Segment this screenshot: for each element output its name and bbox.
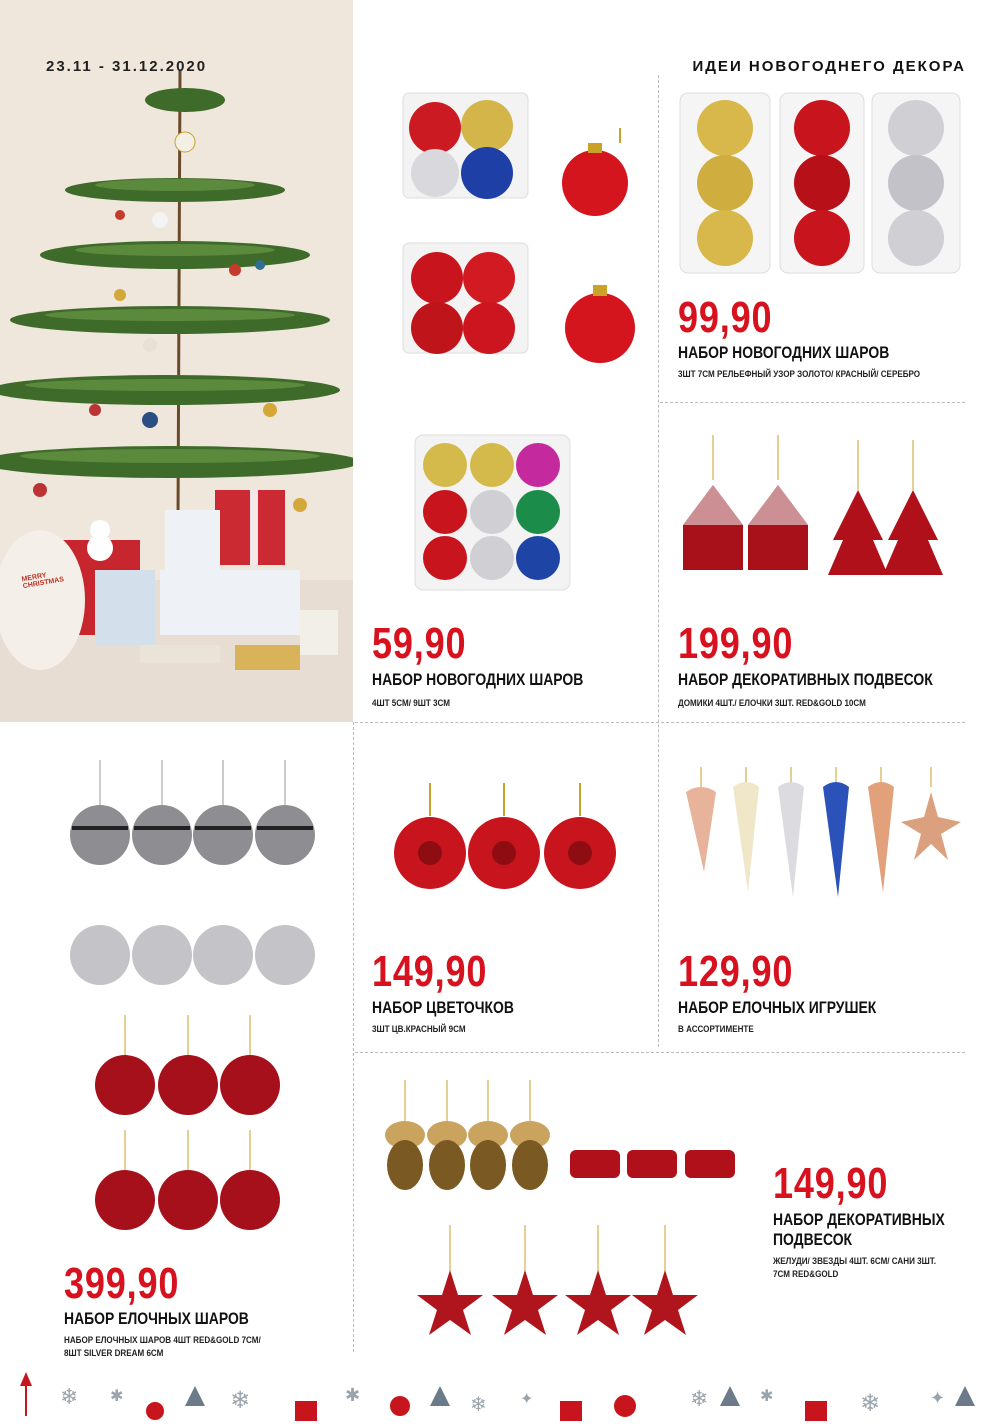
product-price: 99,90 bbox=[678, 293, 773, 342]
product-description: 3ШТ 7СМ РЕЛЬЕФНЫЙ УЗОР ЗОЛОТО/ КРАСНЫЙ/ СЕРЕБРО bbox=[678, 369, 921, 380]
product-description-line2: 7СМ RED&GOLD bbox=[773, 1269, 839, 1280]
divider bbox=[353, 722, 354, 1352]
product-description: 3ШТ ЦВ.КРАСНЫЙ 9СМ bbox=[372, 1024, 466, 1035]
svg-text:✱: ✱ bbox=[110, 1386, 124, 1405]
tree-illustration bbox=[0, 0, 353, 722]
product-price: 149,90 bbox=[372, 947, 488, 996]
product-image-icicles bbox=[676, 762, 966, 902]
section-title: ИДЕИ НОВОГОДНЕГО ДЕКОРА bbox=[692, 58, 966, 75]
divider bbox=[355, 722, 965, 723]
product-image-ball-box-9 bbox=[410, 430, 580, 600]
product-image-ball-boxes bbox=[395, 88, 655, 378]
divider bbox=[658, 75, 659, 1047]
product-price: 59,90 bbox=[372, 619, 467, 668]
gift-tag-text: MERRY CHRISTMAS bbox=[21, 572, 65, 591]
svg-text:❄: ❄ bbox=[470, 1392, 487, 1416]
product-description: 4ШТ 5СМ/ 9ШТ 3СМ bbox=[372, 698, 450, 709]
product-name-line2: ПОДВЕСОК bbox=[773, 1230, 853, 1249]
product-price: 199,90 bbox=[678, 619, 794, 668]
product-image-ball-tubes bbox=[672, 88, 972, 278]
svg-text:❄: ❄ bbox=[230, 1386, 251, 1414]
product-name-line1: НАБОР ДЕКОРАТИВНЫХ bbox=[773, 1210, 945, 1229]
product-name: НАБОР НОВОГОДНИХ ШАРОВ bbox=[372, 670, 584, 689]
product-image-acorns-sleighs-stars bbox=[375, 1075, 755, 1355]
product-name: НАБОР ЦВЕТОЧКОВ bbox=[372, 998, 514, 1017]
product-description: ДОМИКИ 4ШТ./ ЕЛОЧКИ 3ШТ. RED&GOLD 10СМ bbox=[678, 698, 866, 709]
svg-text:❄: ❄ bbox=[60, 1385, 79, 1410]
product-image-flowers bbox=[392, 778, 622, 898]
product-image-houses-trees bbox=[678, 430, 958, 610]
product-name: НАБОР ЕЛОЧНЫХ ИГРУШЕК bbox=[678, 998, 877, 1017]
svg-text:❄: ❄ bbox=[690, 1387, 709, 1412]
footer-decor bbox=[0, 1356, 1000, 1426]
svg-text:❄: ❄ bbox=[860, 1389, 881, 1417]
date-range: 23.11 - 31.12.2020 bbox=[46, 58, 208, 75]
divider bbox=[355, 1052, 965, 1053]
product-name: НАБОР ДЕКОРАТИВНЫХ ПОДВЕСОК bbox=[678, 670, 933, 689]
product-image-ball-sets bbox=[60, 760, 350, 1260]
product-description-line1: НАБОР ЕЛОЧНЫХ ШАРОВ 4ШТ RED&GOLD 7СМ/ bbox=[64, 1335, 261, 1346]
divider bbox=[660, 402, 965, 403]
svg-text:✱: ✱ bbox=[345, 1385, 361, 1406]
product-description-line1: ЖЕЛУДИ/ ЗВЕЗДЫ 4ШТ. 6СМ/ САНИ 3ШТ. bbox=[773, 1256, 937, 1267]
product-name: НАБОР ЕЛОЧНЫХ ШАРОВ bbox=[64, 1309, 249, 1328]
product-price: 129,90 bbox=[678, 947, 794, 996]
svg-text:✱: ✱ bbox=[760, 1386, 774, 1405]
product-description: В АССОРТИМЕНТЕ bbox=[678, 1024, 754, 1035]
svg-text:✦: ✦ bbox=[520, 1389, 534, 1408]
product-price: 149,90 bbox=[773, 1159, 889, 1208]
hero-tree-image bbox=[0, 0, 353, 722]
svg-text:✦: ✦ bbox=[930, 1388, 946, 1409]
product-price: 399,90 bbox=[64, 1259, 180, 1308]
product-name: НАБОР НОВОГОДНИХ ШАРОВ bbox=[678, 343, 890, 362]
product-description-line2: 8ШТ SILVER DREAM 6СМ bbox=[64, 1348, 164, 1359]
